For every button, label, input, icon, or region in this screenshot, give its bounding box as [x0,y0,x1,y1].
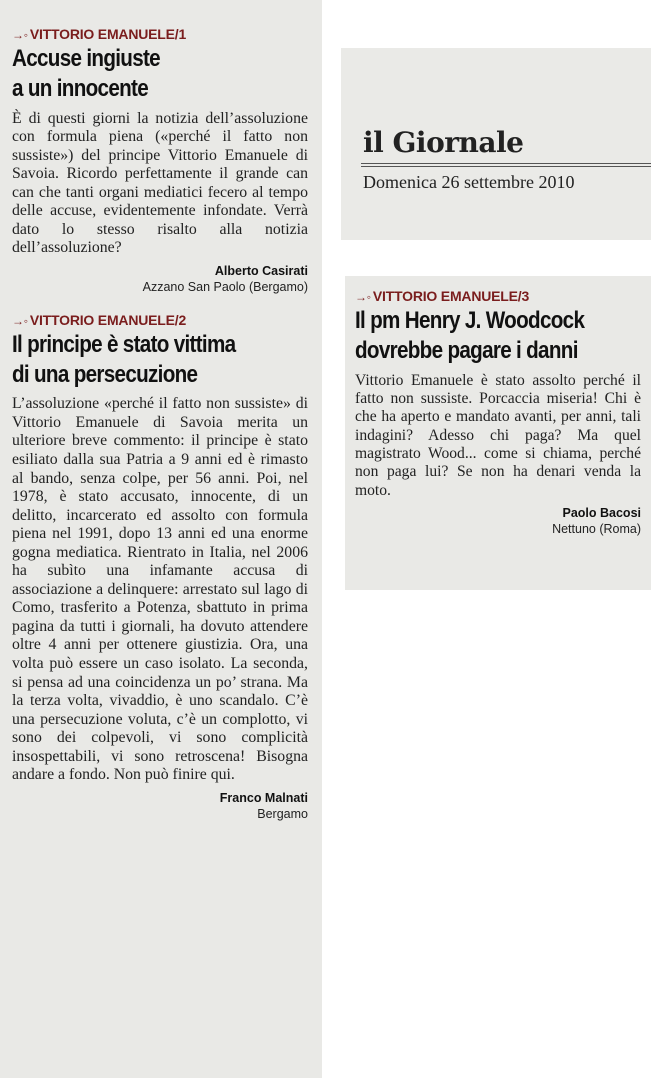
letter-2 [12,312,308,821]
letter-3-place: Nettuno (Roma) [552,522,641,537]
letter-1-kicker [12,26,308,42]
letter-2-headline-line-2: di una persecuzione [12,360,198,388]
letter-2-kicker [12,312,308,328]
masthead-clipping [341,48,651,240]
letter-1-headline [12,44,267,104]
newspaper-title: il Giornale [363,126,524,159]
letter-3-headline [355,306,601,366]
letter-1-place: Azzano San Paolo (Bergamo) [142,279,308,294]
letter-3-author: Paolo Bacosi [562,506,641,521]
letter-3-body: Vittorio Emanuele è stato assolto perché il fatto non sussiste. Porcaccia miseria! Chi è che ha aperto e mandato avanti, per anni, tali indagini? Adesso chi paga? Ma quel magistrato Wood... come si chiama, perché non paga lui? Se non ha denari venda la moto. [355,371,641,499]
letter-1-headline-line-1: Accuse ingiuste [12,45,160,72]
letter-2-headline [12,330,267,390]
clipping-right [345,276,651,590]
letter-1-headline-line-2: a un innocente [12,74,149,102]
newspaper-date: Domenica 26 settembre 2010 [363,172,575,192]
letter-3-kicker [355,288,641,304]
letter-3-kicker-text: VITTORIO EMANUELE/3 [372,288,530,304]
kicker-arrow-icon: →◦ [12,28,28,42]
letter-3-headline-line-2: dovrebbe pagare i danni [355,336,578,364]
letter-2-author: Franco Malnati [219,790,308,805]
letter-1-body: È di questi giorni la notizia dell’assoluzione con formula piena («perché il fatto non sussiste») del principe Vittorio Emanuele di Savoia. Ricordo perfettamente il grande can can che tanti organi mediatici fecero al tempo delle accuse, evidentemente infondate. Verrà dato lo stesso risalto alla notizia dell’assoluzione? [12,109,308,257]
letter-2-place: Bergamo [257,806,308,821]
letter-3 [355,288,641,536]
letter-3-headline-line-1: Il pm Henry J. Woodcock [355,307,585,334]
masthead-rule-bottom [361,166,651,167]
letter-2-headline-line-1: Il principe è stato vittima [12,330,236,358]
letter-2-kicker-text: VITTORIO EMANUELE/2 [29,311,187,328]
kicker-arrow-icon: →◦ [12,313,28,328]
letter-1-kicker-text: VITTORIO EMANUELE/1 [29,26,187,42]
letter-2-body: L’assoluzione «perché il fatto non sussiste» di Vittorio Emanuele di Savoia merita un ulteriore breve commento: il principe è stato esiliato dalla sua Patria a 9 anni ed è rimasto al bando, senza colpe, per 56 anni. Poi, nel 1978, è stato accusato, innocente, di un delitto, incarcerato ed assolto con formula piena nel 1991, dopo 13 anni ed una enorme gogna mediatica. Rientrato in Italia, nel 2006 ha subìto una infamante accusa di associazione a delinquere: arrestato sul lago di Como, trasferito a Potenza, sbattuto in prima pagina da tutti i giornali, ha dovuto attendere oltre 4 anni per ottenere giustizia. Ora, una volta può essere un caso isolato. La seconda, si pensa ad una coincidenza un po’ strana. Ma la terza volta, vivaddio, è uno scandalo. C’è una persecuzione voluta, c’è un complotto, vi sono dei colpevoli, vi sono complicità insospettabili, vi sono retroscena! Bisogna andare a fondo. Non può finire qui. [12,395,308,784]
clipping-left [0,0,322,1078]
masthead-rule-top [361,163,651,164]
letter-1 [12,26,308,294]
kicker-arrow-icon: →◦ [355,290,371,304]
letter-1-author: Alberto Casirati [214,263,308,278]
